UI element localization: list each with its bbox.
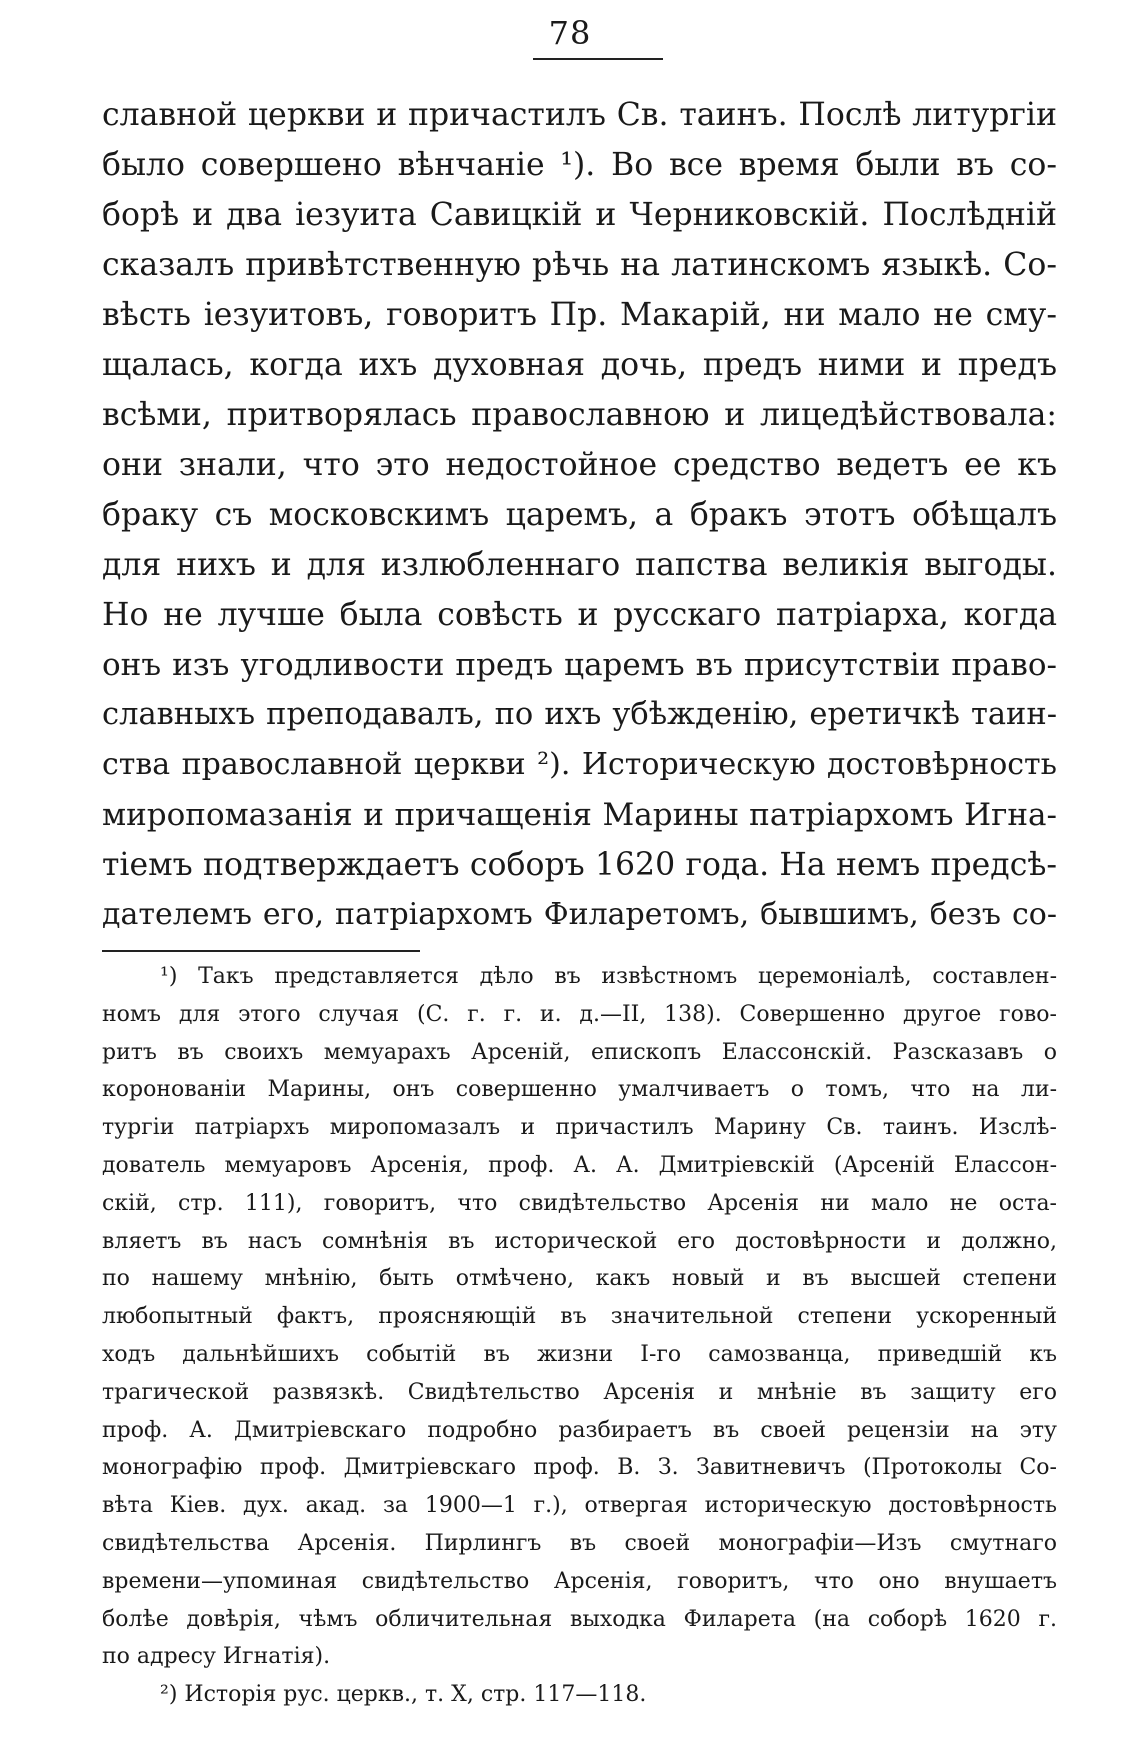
footnote-line: коронованіи Марины, онъ совершенно умалчиваетъ о томъ, что на ли- — [102, 1077, 1057, 1103]
main-text-line: дателемъ его, патріархомъ Филаретомъ, бывшимъ, безъ со- — [102, 897, 1057, 932]
footnote-line: времени—упоминая свидѣтельство Арсенія, говоритъ, что оно внушаетъ — [102, 1568, 1057, 1594]
main-text-line: борѣ и два іезуита Савицкій и Черниковскій. Послѣдній — [102, 197, 1057, 233]
main-text-line: славной церкви и причастилъ Св. таинъ. Послѣ литургіи — [102, 97, 1057, 133]
footnote-line: монографію проф. Дмитріевскаго проф. В. З. Завитневичъ (Протоколы Со- — [102, 1455, 1057, 1481]
main-text-line: тіемъ подтверждаетъ соборъ 1620 года. На немъ предсѣ- — [102, 847, 1057, 883]
main-text-line: для нихъ и для излюбленнаго папства великія выгоды. — [102, 547, 1057, 583]
main-text-line: вѣсть іезуитовъ, говоритъ Пр. Макарій, ни мало не сму- — [102, 297, 1057, 333]
footnotes — [102, 958, 1057, 1714]
footnote-line: по адресу Игнатія). — [102, 1644, 331, 1670]
main-text — [102, 90, 1057, 940]
footnote-line: скій, стр. 111), говоритъ, что свидѣтельство Арсенія ни мало не оста- — [102, 1190, 1057, 1216]
footnote-line: ритъ въ своихъ мемуарахъ Арсеній, епископъ Елассонскій. Разсказавъ о — [102, 1039, 1057, 1065]
main-text-line: сказалъ привѣтственную рѣчь на латинскомъ языкѣ. Со- — [102, 247, 1057, 283]
footnote-line: любопытный фактъ, проясняющій въ значительной степени ускоренный — [102, 1304, 1057, 1330]
footnote-line: по нашему мнѣнію, быть отмѣчено, какъ новый и въ высшей степени — [102, 1266, 1057, 1292]
page-number: 78 — [548, 14, 592, 52]
footnote-line: болѣе довѣрія, чѣмъ обличительная выходка Филарета (на соборѣ 1620 г. — [102, 1606, 1057, 1632]
main-text-line: они знали, что это недостойное средство ведетъ ее къ — [102, 447, 1057, 483]
main-text-line: Но не лучше была совѣсть и русскаго патріарха, когда — [102, 597, 1057, 633]
footnote-line: ¹) Такъ представляется дѣло въ извѣстномъ церемоніалѣ, составлен- — [160, 964, 1057, 989]
footnote-line: дователь мемуаровъ Арсенія, проф. А. А. Дмитріевскій (Арсеній Елассон- — [102, 1152, 1057, 1178]
footnote-line: тургіи патріархъ миропомазалъ и причастилъ Марину Св. таинъ. Изслѣ- — [102, 1115, 1057, 1141]
main-text-line: онъ изъ угодливости предъ царемъ въ присутствіи право- — [102, 647, 1057, 683]
footnote-line: ходъ дальнѣйшихъ событій въ жизни I-го самозванца, приведшій къ — [102, 1341, 1057, 1367]
main-text-line: браку съ московскимъ царемъ, а бракъ этотъ обѣщалъ — [102, 497, 1057, 533]
footnote-line: вѣта Кіев. дух. акад. за 1900—1 г.), отвергая историческую достовѣрность — [102, 1493, 1057, 1519]
footnote-line: свидѣтельства Арсенія. Пирлингъ въ своей монографіи—Изъ смутнаго — [102, 1530, 1057, 1556]
header-rule — [533, 58, 663, 60]
main-text-line: славныхъ преподавалъ, по ихъ убѣжденію, еретичкѣ таин- — [102, 697, 1057, 732]
footnote-line: ²) Исторія рус. церкв., т. X, стр. 117—118. — [160, 1682, 647, 1708]
footnote-line: трагической развязкѣ. Свидѣтельство Арсенія и мнѣніе въ защиту его — [102, 1379, 1057, 1405]
footnote-line: проф. А. Дмитріевскаго подробно разбираетъ въ своей рецензіи на эту — [102, 1417, 1057, 1443]
main-text-line: щалась, когда ихъ духовная дочь, предъ ними и предъ — [102, 347, 1057, 383]
main-text-line: ства православной церкви ²). Историческую достовѣрность — [102, 747, 1057, 782]
main-text-line: всѣми, притворялась православною и лицедѣйствовала: — [102, 397, 1057, 433]
main-text-line: миропомазанія и причащенія Марины патріархомъ Игна- — [102, 797, 1057, 833]
footnote-rule — [102, 950, 420, 952]
footnote-line: вляетъ въ насъ сомнѣнія въ исторической его достовѣрности и должно, — [102, 1228, 1057, 1254]
main-text-line: было совершено вѣнчаніе ¹). Во все время были въ со- — [102, 147, 1057, 183]
footnote-line: номъ для этого случая (С. г. г. и. д.—II, 138). Совершенно другое гово- — [102, 1001, 1057, 1027]
